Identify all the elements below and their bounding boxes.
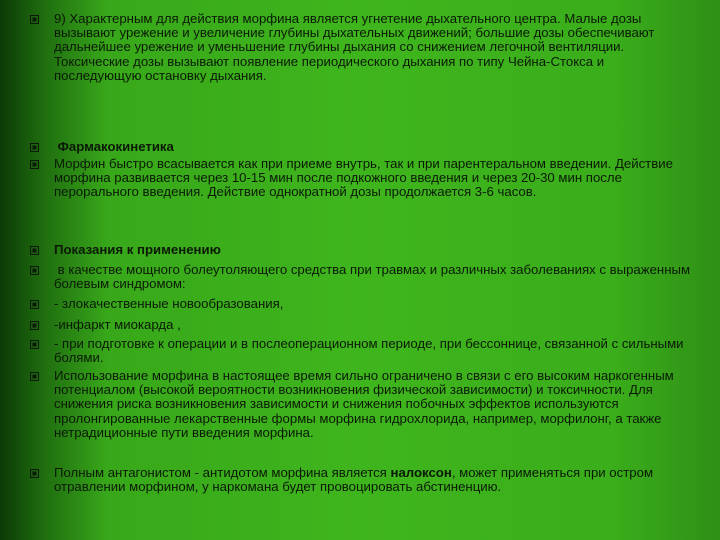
square-bullet-icon xyxy=(30,266,39,275)
square-bullet-icon xyxy=(30,246,39,255)
list-item-text: - злокачественные новообразования, xyxy=(54,296,284,311)
naloxone-term: налоксон xyxy=(390,465,452,480)
paragraph-text xyxy=(54,466,694,494)
list-item-text: -инфаркт миокарда , xyxy=(54,317,181,332)
heading-text: Показания к применению xyxy=(54,242,221,257)
antidote-text-after: , может применяться при остром отравлении морфином, у наркомана будет провоцировать абстиненцию. xyxy=(54,465,654,495)
list-item-infarction xyxy=(30,318,695,332)
paragraph-text: в качестве мощного болеутоляющего средства при травмах и различных заболеваниях с выраженным болевым синдромом: xyxy=(54,262,694,292)
paragraph-text: Морфин быстро всасывается как при приеме внутрь, так и при парентеральном введении. Действие морфина развивается через 10-15 мин после подкожного введения и через 20-30 мин после перорального введения. Действие однократной дозы продолжается 3-6 часов. xyxy=(54,156,673,200)
list-item-surgery xyxy=(30,337,695,365)
heading-indications xyxy=(30,243,695,257)
paragraph-respiratory-effect xyxy=(30,12,695,83)
paragraph-absorption xyxy=(30,157,695,200)
paragraph-antidote xyxy=(30,466,695,494)
heading-text: Фармакокинетика xyxy=(54,139,174,154)
square-bullet-icon xyxy=(30,372,39,381)
square-bullet-icon xyxy=(30,340,39,349)
list-item-tumors xyxy=(30,297,695,311)
square-bullet-icon xyxy=(30,160,39,169)
paragraph-limitations xyxy=(30,369,695,440)
square-bullet-icon xyxy=(30,300,39,309)
paragraph-text: 9) Характерным для действия морфина является угнетение дыхательного центра. Малые дозы вызывают урежение и увеличение глубины дыхательных движений; большие дозы обеспечивают дальнейшее урежение и уменьшение глубины дыхания со снижением легочной вентиляции. Токсические дозы вызывают появление периодического дыхания по типу Чейна-Стокса и последующую остановку дыхания. xyxy=(54,11,655,83)
square-bullet-icon xyxy=(30,15,39,24)
paragraph-analgesic-use xyxy=(30,263,695,291)
square-bullet-icon xyxy=(30,143,39,152)
square-bullet-icon xyxy=(30,321,39,330)
heading-pharmacokinetics xyxy=(30,140,695,154)
antidote-text-before: Полным антагонистом - антидотом морфина является xyxy=(54,465,391,480)
paragraph-text: Использование морфина в настоящее время сильно ограничено в связи с его высоким наркогенным потенциалом (высокой вероятности возникновения физической зависимости) и токсичности. Для снижения риска возникновения зависимости и снижения побочных эффектов используются пролонгированные лекарственные формы морфина гидрохлорида, например, морфилонг, а также нетрадиционные пути введения морфина. xyxy=(54,368,674,440)
list-item-text: - при подготовке к операции и в послеоперационном периоде, при бессоннице, связанной с сильными болями. xyxy=(54,336,684,366)
square-bullet-icon xyxy=(30,469,39,478)
